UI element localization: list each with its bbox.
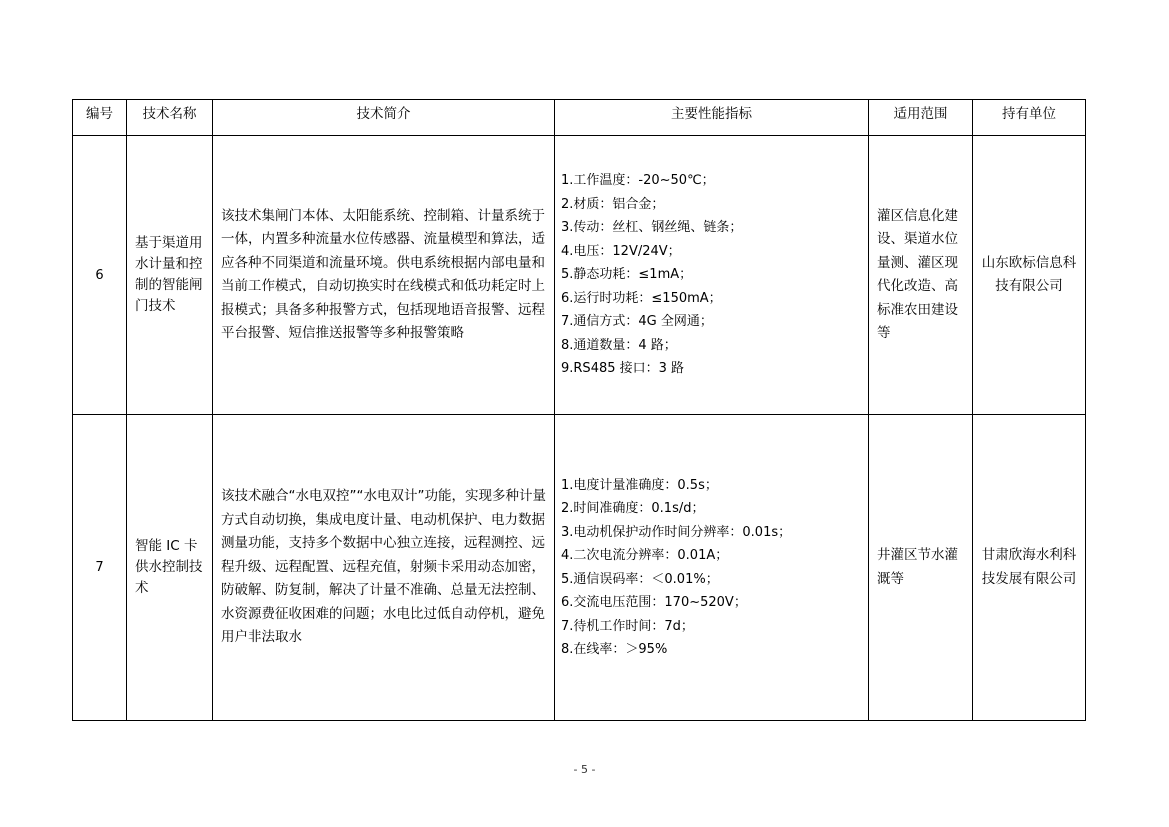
row-number: 6 [73,136,127,415]
performance-cell [555,136,869,415]
performance-item: 1.电度计量准确度：0.5s； [561,477,718,493]
header-holder: 持有单位 [973,100,1086,136]
technology-intro: 该技术融合“水电双控”“水电双计”功能，实现多种计量方式自动切换，集成电度计量、电动机保护、电力数据测量功能，支持多个数据中心独立连接，远程测控、远程升级、远程配置、远程充值，射频卡采用动态加密，防破解、防复制，解决了计量不准确、总量无法控制、水资源费征收困难的问题；水电比过低自动停机，避免用户非法取水 [213,415,555,721]
technology-table [72,99,1086,721]
header-performance: 主要性能指标 [555,100,869,136]
table-header-row [73,100,1086,136]
application-scope: 井灌区节水灌溉等 [869,415,973,721]
performance-item: 6.运行时功耗：≤150mA； [561,290,722,306]
performance-item: 7.待机工作时间：7d； [561,618,694,634]
header-intro: 技术简介 [213,100,555,136]
performance-item: 8.通道数量：4 路； [561,337,677,353]
performance-item: 2.材质：铝合金； [561,196,665,212]
performance-list [561,169,864,381]
performance-item: 2.时间准确度：0.1s/d； [561,501,705,516]
header-scope: 适用范围 [869,100,973,136]
performance-list [561,474,864,662]
performance-item: 3.电动机保护动作时间分辨率：0.01s； [561,524,792,540]
table-row [73,136,1086,415]
table-row [73,415,1086,721]
performance-item: 5.静态功耗：≤1mA； [561,267,693,283]
page-number: - 5 - [573,763,596,776]
performance-item: 4.电压：12V/24V； [561,243,681,259]
application-scope: 灌区信息化建设、渠道水位量测、灌区现代化改造、高标准农田建设等 [869,136,973,415]
performance-item: 5.通信误码率：＜0.01%； [561,571,719,587]
holder-unit: 甘肃欣海水利科技发展有限公司 [973,415,1086,721]
performance-item: 9.RS485 接口：3 路 [561,361,685,377]
technology-name: 智能 IC 卡供水控制技术 [127,415,213,721]
performance-item: 8.在线率：＞95% [561,642,668,657]
performance-item: 4.二次电流分辨率：0.01A； [561,548,729,563]
header-number: 编号 [73,100,127,136]
performance-cell [555,415,869,721]
performance-item: 6.交流电压范围：170~520V； [561,595,747,610]
performance-item: 3.传动：丝杠、钢丝绳、链条； [561,220,743,236]
performance-item: 7.通信方式：4G 全网通； [561,314,713,330]
technology-intro: 该技术集闸门本体、太阳能系统、控制箱、计量系统于一体，内置多种流量水位传感器、流量模型和算法，适应各种不同渠道和流量环境。供电系统根据内部电量和当前工作模式，自动切换实时在线模式和低功耗定时上报模式；具备多种报警方式，包括现地语音报警、远程平台报警、短信推送报警等多种报警策略 [213,136,555,415]
row-number: 7 [73,415,127,721]
header-name: 技术名称 [127,100,213,136]
technology-name: 基于渠道用水计量和控制的智能闸门技术 [127,136,213,415]
holder-unit: 山东欧标信息科技有限公司 [973,136,1086,415]
performance-item: 1.工作温度：-20~50℃； [561,173,715,189]
